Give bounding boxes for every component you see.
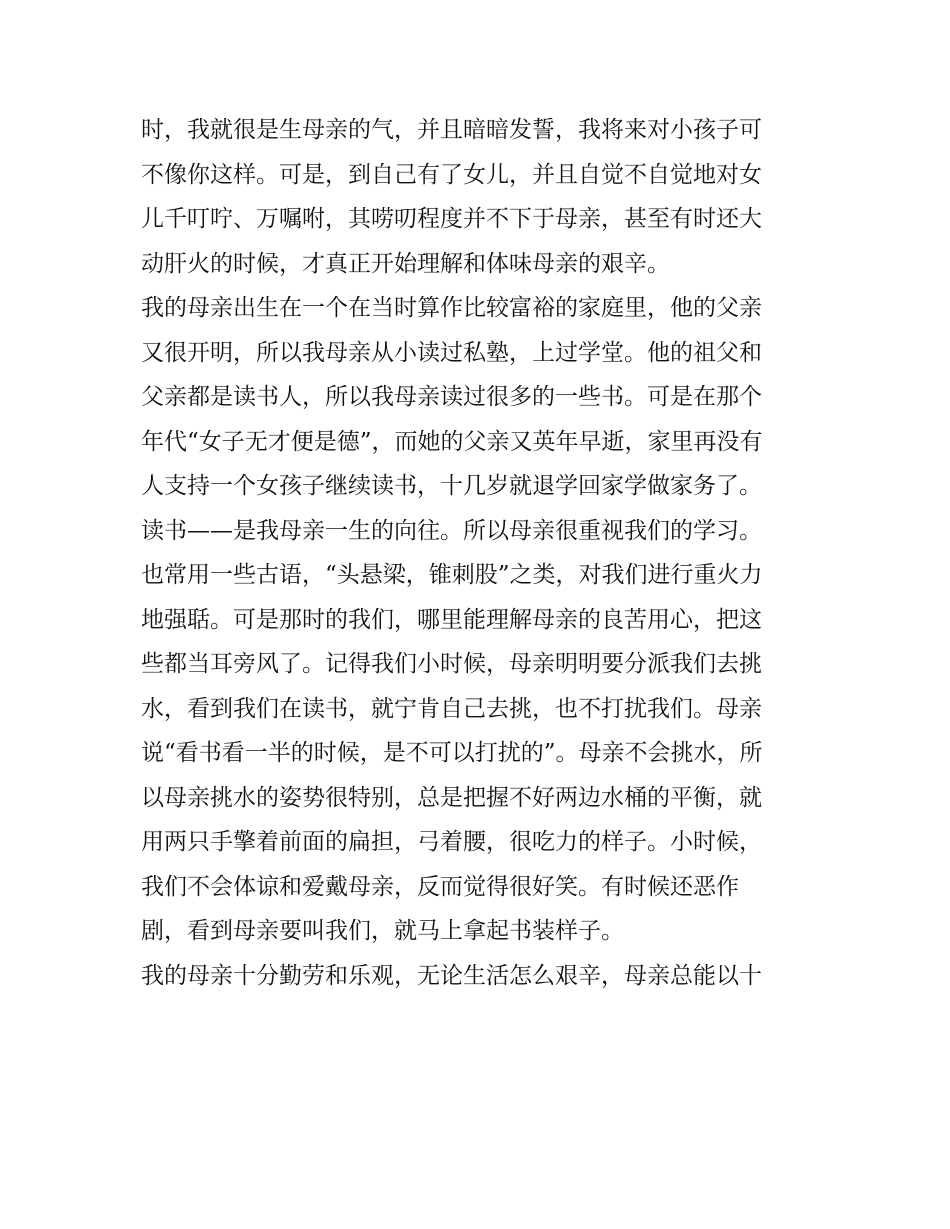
text-line: 说“看书看一半的时候，是不可以打扰的”。母亲不会挑水，所: [141, 740, 763, 766]
text-line: 我的母亲十分勤劳和乐观，无论生活怎么艰辛，母亲总能以十: [141, 962, 762, 989]
text-line: 以母亲挑水的姿势很特别，总是把握不好两边水桶的平衡，就: [141, 784, 762, 811]
text-line: 地强聒。可是那时的我们，哪里能理解母亲的良苦用心，把这: [141, 606, 762, 633]
text-line: 儿千叮咛、万嘱咐，其唠叨程度并不下于母亲，甚至有时还大: [141, 206, 762, 232]
text-line: 剧，看到母亲要叫我们，就马上拿起书装样子。: [141, 918, 624, 944]
text-line: 人支持一个女孩子继续读书，十几岁就退学回家学做家务了。: [141, 473, 762, 499]
text-line: 我的母亲出生在一个在当时算作比较富裕的家庭里，他的父亲: [141, 295, 762, 321]
text-line: 些都当耳旁风了。记得我们小时候，母亲明明要分派我们去挑: [141, 651, 762, 677]
text-line: 用两只手擎着前面的扁担，弓着腰，很吃力的样子。小时候，: [141, 829, 762, 855]
text-line: 年代“女子无才便是德”，而她的父亲又英年早逝，家里再没有: [141, 428, 763, 455]
text-line: 父亲都是读书人，所以我母亲读过很多的一些书。可是在那个: [141, 384, 762, 410]
text-line: 读书——是我母亲一生的向往。所以母亲很重视我们的学习。: [141, 517, 762, 544]
text-line: 动肝火的时候，才真正开始理解和体味母亲的艰辛。: [141, 250, 670, 277]
text-line: 水，看到我们在读书，就宁肯自己去挑，也不打扰我们。母亲: [141, 695, 762, 722]
text-line: 又很开明，所以我母亲从小读过私塾，上过学堂。他的祖父和: [141, 339, 762, 366]
text-line: 我们不会体谅和爱戴母亲，反而觉得很好笑。有时候还恶作: [141, 873, 739, 900]
body-text: [141, 108, 821, 998]
text-line: 不像你这样。可是，到自己有了女儿，并且自觉不自觉地对女: [141, 161, 762, 188]
text-line: 时，我就很是生母亲的气，并且暗暗发誓，我将来对小孩子可: [141, 117, 762, 143]
text-line: 也常用一些古语，“头悬梁，锥刺股”之类，对我们进行重火力: [141, 562, 763, 588]
